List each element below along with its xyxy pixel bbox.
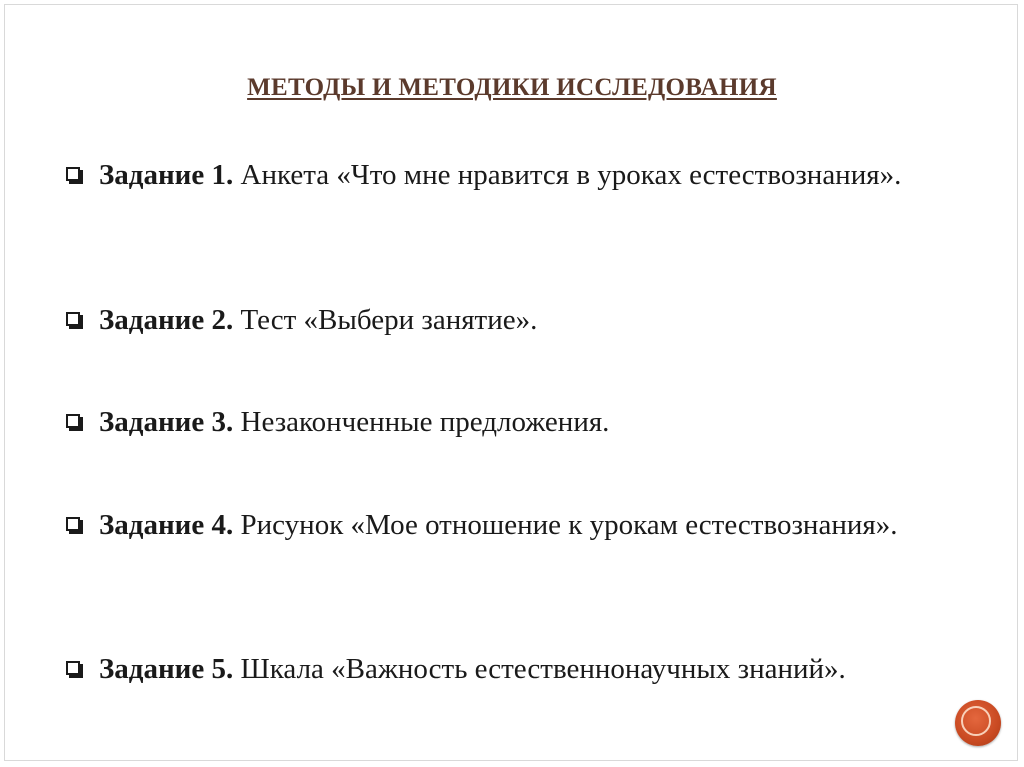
list-item-1 — [66, 157, 964, 194]
checkbox-square-icon — [66, 517, 80, 531]
checkbox-square-icon — [66, 414, 80, 428]
list-item-text — [99, 507, 964, 544]
slide-title: МЕТОДЫ И МЕТОДИКИ ИССЛЕДОВАНИЯ — [247, 74, 777, 101]
checkbox-square-icon — [66, 661, 80, 675]
task-description: Рисунок «Мое отношение к урокам естествознания». — [240, 509, 898, 541]
task-label: Задание 5. — [99, 653, 234, 685]
list-item-2 — [66, 302, 964, 339]
task-label: Задание 4. — [99, 509, 234, 541]
task-description: Незаконченные предложения. — [240, 406, 610, 438]
task-description: Тест «Выбери занятие». — [240, 304, 538, 336]
list-item-5 — [66, 651, 964, 688]
slide-frame — [4, 4, 1018, 761]
checkbox-square-icon — [66, 312, 80, 326]
task-label: Задание 2. — [99, 304, 234, 336]
list-item-text — [99, 651, 964, 688]
task-description: Шкала «Важность естественнонаучных знаний». — [240, 653, 846, 685]
list-item-3 — [66, 404, 964, 441]
task-label: Задание 3. — [99, 406, 234, 438]
list-item-4 — [66, 507, 964, 544]
task-description: Анкета «Что мне нравится в уроках естествознания». — [240, 159, 902, 191]
list-item-text — [99, 302, 964, 339]
list-item-text — [99, 157, 964, 194]
list-item-text — [99, 404, 964, 441]
checkbox-square-icon — [66, 167, 80, 181]
circle-logo-icon — [955, 700, 1001, 746]
task-label: Задание 1. — [99, 159, 234, 191]
